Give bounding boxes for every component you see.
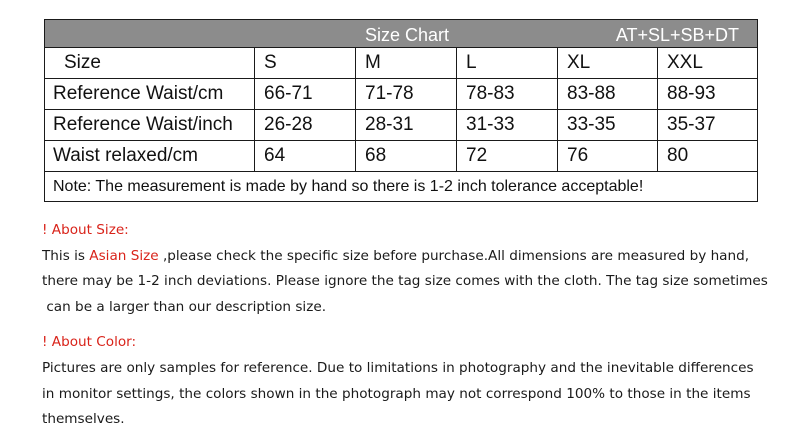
- about-color-line: themselves.: [42, 411, 125, 428]
- row-label: Reference Waist/cm: [45, 79, 255, 110]
- table-cell: 76: [558, 141, 658, 172]
- table-cell: 80: [658, 141, 758, 172]
- table-cell: 71-78: [356, 79, 457, 110]
- about-color-line: in monitor settings, the colors shown in the photograph may not correspond 100% to those in the items: [42, 385, 751, 402]
- size-column-label: Size: [45, 48, 255, 79]
- size-header-cell: L: [457, 48, 558, 79]
- description-notes: [42, 218, 792, 433]
- table-cell: 78-83: [457, 79, 558, 110]
- note-row: [45, 172, 758, 202]
- about-size-line: there may be 1-2 inch deviations. Please ignore the tag size comes with the cloth. The tag size sometimes: [42, 273, 768, 290]
- table-cell: 31-33: [457, 110, 558, 141]
- size-header-cell: XXL: [658, 48, 758, 79]
- table-cell: 26-28: [255, 110, 356, 141]
- about-color-line: Pictures are only samples for reference. Due to limitations in photography and the inevitable differences: [42, 359, 754, 376]
- table-row: [45, 110, 758, 141]
- asian-size-highlight: Asian Size: [89, 247, 159, 264]
- table-cell: 68: [356, 141, 457, 172]
- table-cell: 64: [255, 141, 356, 172]
- size-header-cell: M: [356, 48, 457, 79]
- table-cell: 72: [457, 141, 558, 172]
- about-color-heading: ! About Color:: [42, 334, 137, 351]
- about-size-line: [42, 244, 792, 270]
- table-cell: 66-71: [255, 79, 356, 110]
- size-chart-table: [44, 19, 758, 202]
- table-cell: 35-37: [658, 110, 758, 141]
- about-size-line: can be a larger than our description size.: [42, 298, 327, 315]
- size-header-cell: S: [255, 48, 356, 79]
- table-cell: 28-31: [356, 110, 457, 141]
- row-label: Waist relaxed/cm: [45, 141, 255, 172]
- row-label: Reference Waist/inch: [45, 110, 255, 141]
- table-cell: 83-88: [558, 79, 658, 110]
- table-row: [45, 141, 758, 172]
- table-cell: 88-93: [658, 79, 758, 110]
- measurement-note: Note: The measurement is made by hand so there is 1-2 inch tolerance acceptable!: [45, 172, 758, 202]
- size-chart-header: [45, 20, 758, 48]
- table-cell: 33-35: [558, 110, 658, 141]
- table-row: [45, 79, 758, 110]
- size-chart-code: AT+SL+SB+DT: [615, 25, 740, 45]
- about-size-heading: ! About Size:: [42, 222, 129, 238]
- size-header-cell: XL: [558, 48, 658, 79]
- size-chart-title-cell: [45, 20, 758, 48]
- size-chart-title: Size Chart: [365, 25, 450, 45]
- about-size-intro: This is: [42, 247, 90, 264]
- size-row: [45, 48, 758, 79]
- about-size-line1-rest: ,please check the specific size before purchase.All dimensions are measured by hand,: [158, 247, 750, 264]
